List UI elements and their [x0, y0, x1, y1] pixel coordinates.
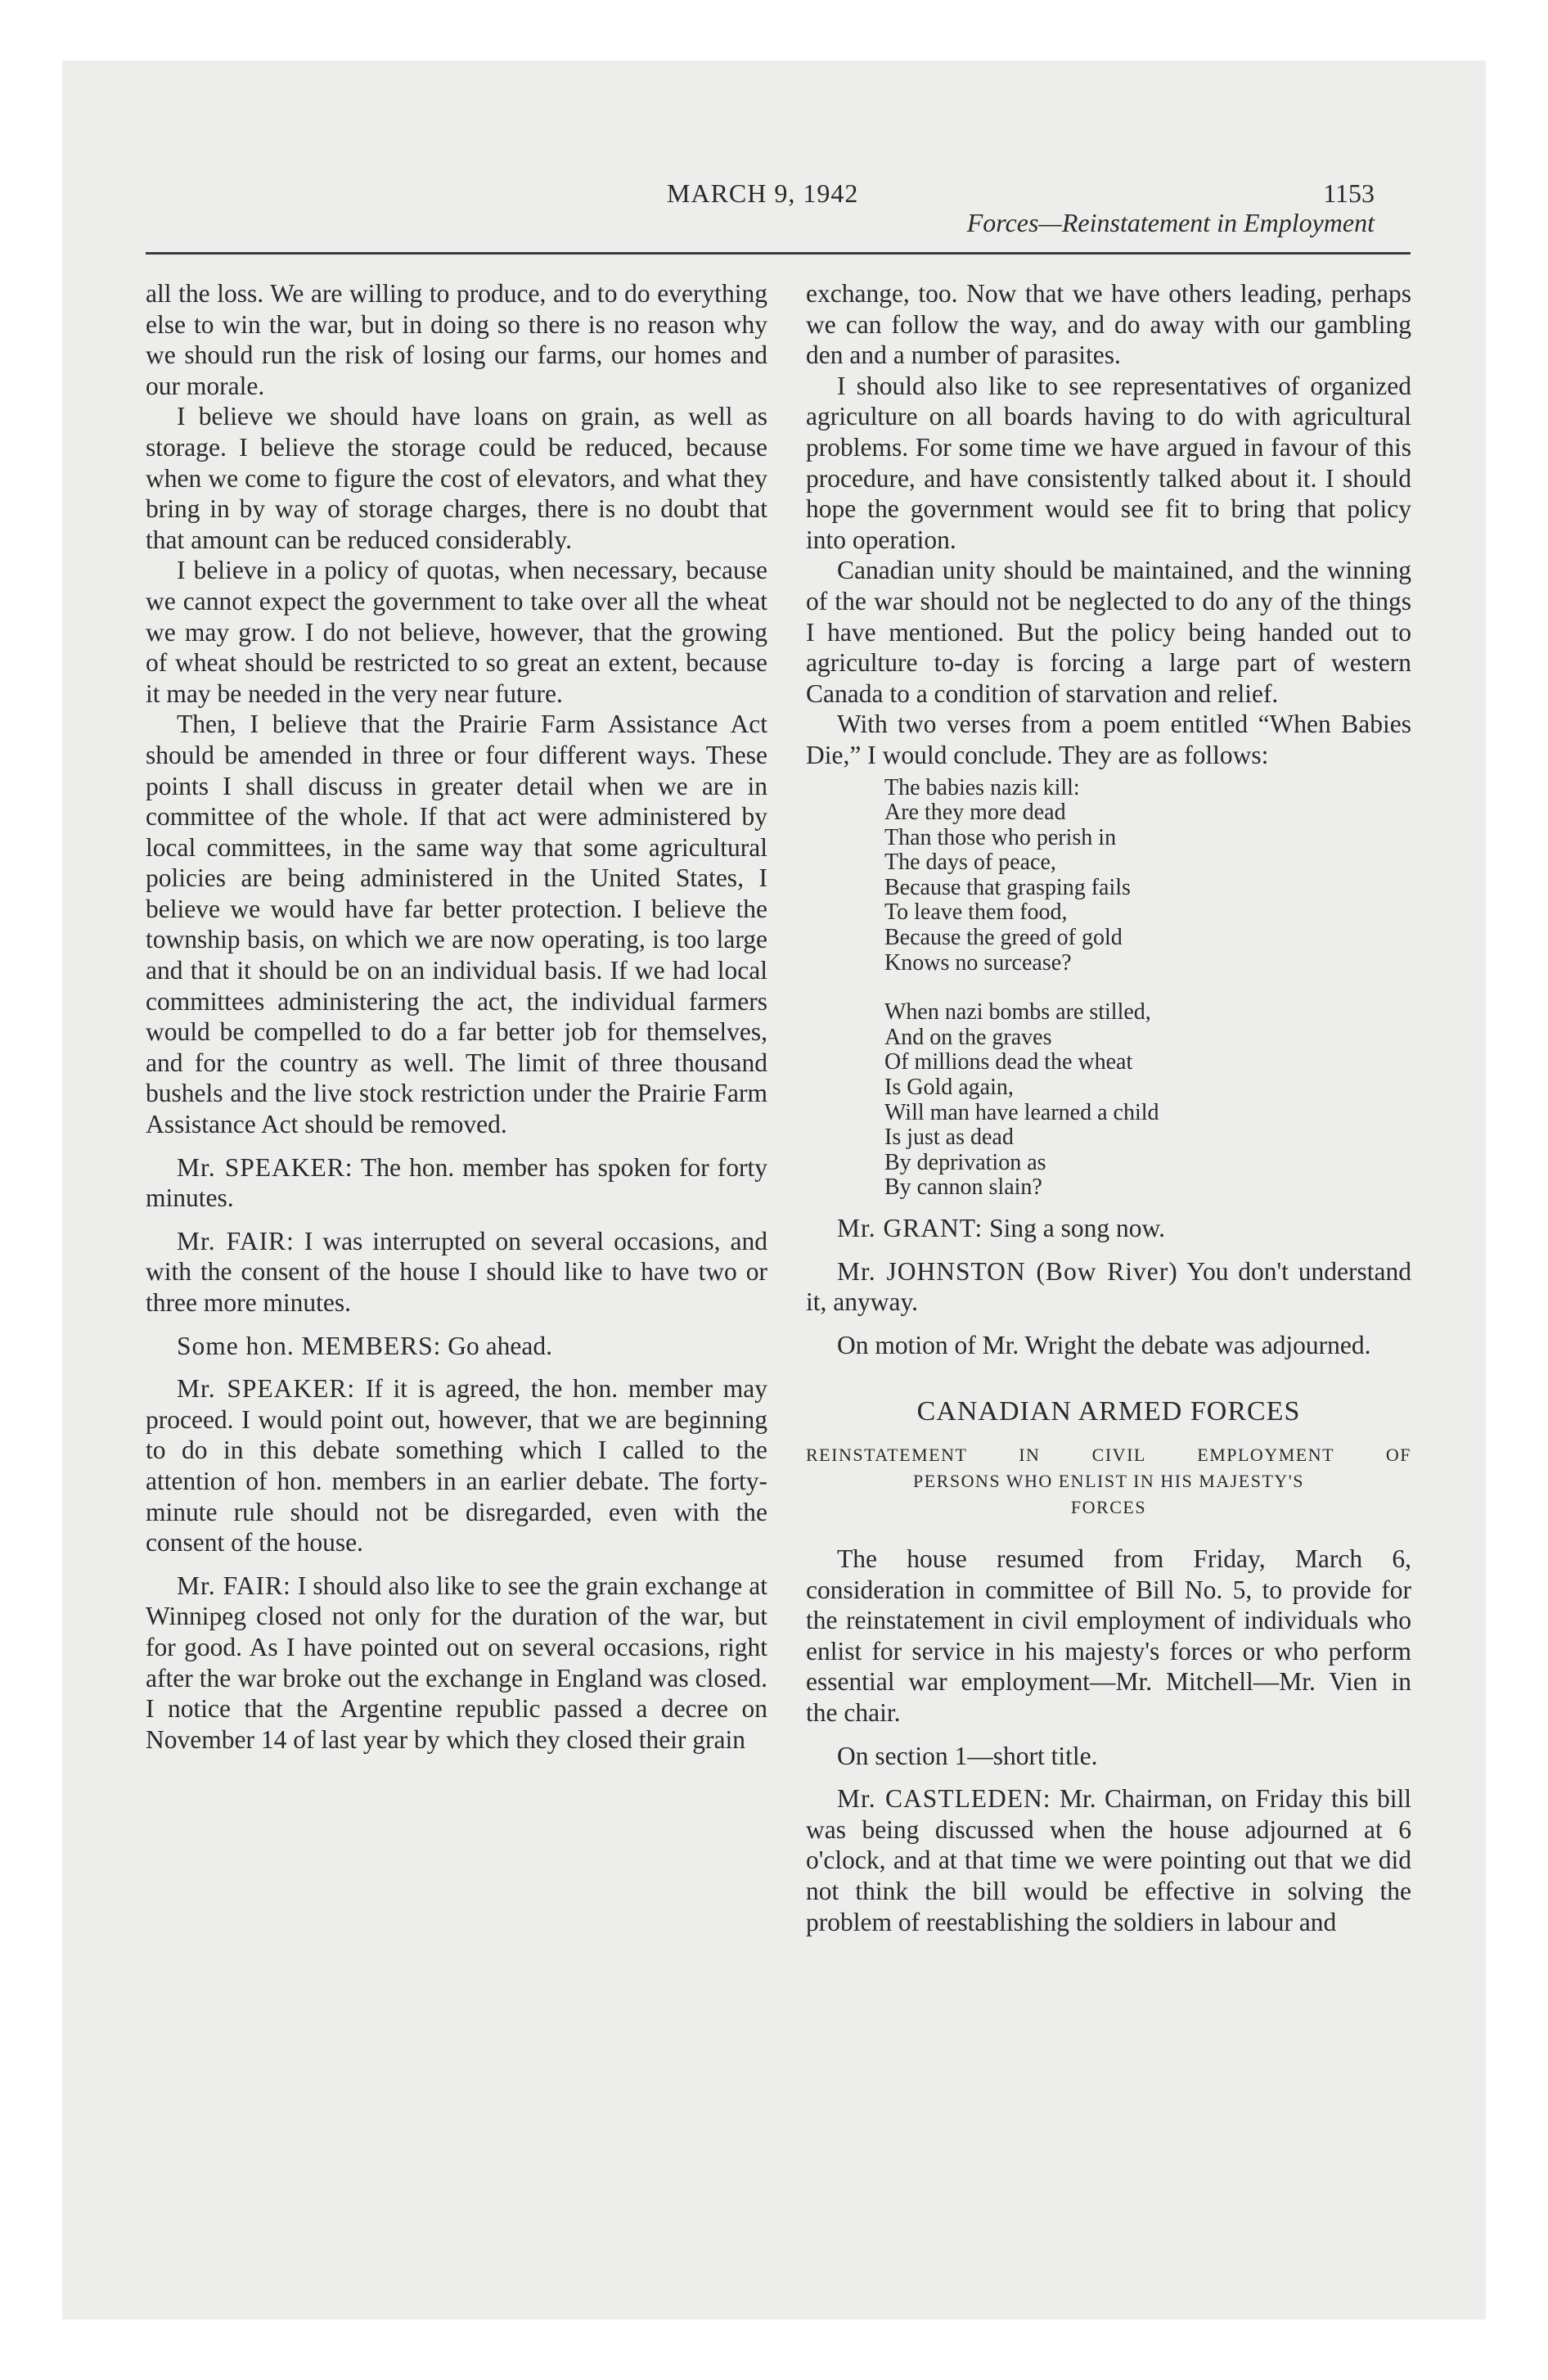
paragraph: On section 1—short title. [837, 1741, 1098, 1770]
poem-line: Than those who perish in [884, 824, 1117, 850]
speech-text: Go ahead. [448, 1331, 552, 1360]
poem [884, 776, 1411, 1201]
poem-line: Is Gold again, [884, 1075, 1014, 1101]
poem-line: And on the graves [884, 1024, 1052, 1050]
poem-line: Will man have learned a child [884, 1099, 1159, 1125]
section-title: CANADIAN ARMED FORCES [916, 1396, 1301, 1427]
paragraph: exchange, too. Now that we have others leading, perhaps we can follow the way, and do away with our gambling den and a number of parasites. [806, 279, 1411, 370]
speaker-name: Mr. CASTLEDEN: [837, 1784, 1051, 1814]
speaker-name: Mr. GRANT: [837, 1214, 983, 1242]
speech-paragraph [146, 1373, 767, 1558]
poem-line: By cannon slain? [884, 1174, 1042, 1201]
speech-text: Mr. Chairman, on Friday this bill was being discussed when the house adjourned at 6 o'clock, and at that time we were pointing out that we did not think the bill would be effective in solving the problem of reestablishing the soldiers in labour and [806, 1784, 1411, 1936]
poem-line: Is just as dead [884, 1125, 1014, 1151]
left-column [146, 278, 767, 1755]
poem-line: The days of peace, [884, 850, 1056, 876]
speaker-name: Some hon. MEMBERS: [177, 1331, 442, 1360]
section-subtitle-line: PERSONS WHO ENLIST IN HIS MAJESTY'S [913, 1470, 1304, 1491]
speech-text: The hon. member has spoken for forty minutes. [146, 1152, 767, 1213]
poem-line: To leave them food, [884, 899, 1068, 926]
speech-paragraph [146, 1152, 767, 1214]
paragraph: On motion of Mr. Wright the debate was adjourned. [837, 1330, 1371, 1359]
header-rule [146, 252, 1411, 255]
poem-line: Because that grasping fails [884, 874, 1131, 900]
speech-paragraph [146, 1226, 767, 1318]
poem-line: When nazi bombs are stilled, [884, 999, 1151, 1025]
section-subtitle [806, 1442, 1411, 1521]
section-subtitle-line: FORCES [1070, 1496, 1147, 1517]
speaker-name: Mr. JOHNSTON (Bow River) [837, 1256, 1178, 1286]
speech-text: If it is agreed, the hon. member may proceed. I would point out, however, that we are beginning to do in this debate something which I called to the attention of hon. members in an earlier debate. The forty-minute rule should not be disregarded, even with the consent of the house. [146, 1374, 767, 1557]
paragraph: all the loss. We are willing to produce, and to do everything else to win the war, but in doing so there is no reason why we should run the risk of losing our farms, our homes and our morale. [146, 279, 767, 400]
poem-line: Knows no surcease? [884, 949, 1072, 976]
speech-paragraph [806, 1213, 1411, 1244]
speaker-name: Mr. SPEAKER: [177, 1152, 353, 1182]
right-column [806, 278, 1411, 1937]
speech-text: You don't understand it, anyway. [806, 1256, 1411, 1317]
paragraph: I believe we should have loans on grain, as well as storage. I believe the storage could be reduced, because when we come to figure the cost of elevators, and what they bring in by way of storage charges, there is no doubt that that amount can be reduced considerably. [146, 402, 767, 554]
speech-text: Sing a song now. [989, 1214, 1166, 1242]
speech-text: I was interrupted on several occasions, and with the consent of the house I should like to have two or three more minutes. [146, 1226, 768, 1317]
running-header: Forces—Reinstatement in Employment [966, 208, 1375, 237]
poem-line: Are they more dead [884, 800, 1066, 826]
speech-paragraph [806, 1256, 1411, 1318]
speech-text: I should also like to see the grain exchange at Winnipeg closed not only for the duration of the war, but for good. As I have pointed out on several occasions, right after the war broke out the exchange in England was closed. I notice that the Argentine republic passed a decree on November 14 of last year by which they closed their grain [146, 1571, 767, 1754]
paragraph: I believe in a policy of quotas, when necessary, because we cannot expect the government to take over all the wheat we may grow. I do not believe, however, that the growing of wheat should be restricted to so great an extent, because it may be needed in the very near future. [146, 556, 767, 708]
page-number: 1153 [1323, 178, 1375, 208]
poem-line: Because the greed of gold [884, 925, 1123, 951]
paragraph: Then, I believe that the Prairie Farm Assistance Act should be amended in three or four different ways. These points I shall discuss in greater detail when we are in committee of the whole. If that act were administered by local committees, in the same way that some agricultural policies are being administered in the United States, I believe we would have far better protection. I believe the township basis, on which we are now operating, is too large and that it should be on an individual basis. If we had local committees administering the act, the individual farmers would be compelled to do a far better job for themselves, and for the country as well. The limit of three thousand bushels and the live stock restriction under the Prairie Farm Assistance Act should be removed. [146, 710, 767, 1139]
paragraph: I should also like to see representatives of organized agriculture on all boards having to do with agricultural problems. For some time we have argued in favour of this procedure, and have consistently talked about it. I should hope the government would see fit to bring that policy into operation. [806, 371, 1411, 554]
speaker-name: Mr. SPEAKER: [177, 1374, 356, 1404]
speaker-name: Mr. FAIR: [177, 1571, 291, 1600]
speech-paragraph [806, 1783, 1411, 1937]
paragraph: Canadian unity should be maintained, and the winning of the war should not be neglected to do any of the things I have mentioned. But the policy being handed out to agriculture to-day is forcing a large part of western Canada to a condition of starvation and relief. [806, 556, 1411, 708]
header-date: MARCH 9, 1942 [667, 178, 859, 208]
poem-line: By deprivation as [884, 1149, 1046, 1175]
section-subtitle-line: REINSTATEMENT IN CIVIL EMPLOYMENT OF [806, 1444, 1411, 1465]
poem-line: Of millions dead the wheat [884, 1049, 1133, 1075]
speech-paragraph [146, 1331, 767, 1362]
stanza-break [884, 976, 1411, 1000]
paragraph: The house resumed from Friday, March 6, consideration in committee of Bill No. 5, to provide for the reinstatement in civil employment of individuals who enlist for service in his majesty's forces or who perform essential war employment—Mr. Mitchell—Mr. Vien in the chair. [806, 1544, 1411, 1727]
paragraph: With two verses from a poem entitled “When Babies Die,” I would conclude. They are as follows: [806, 710, 1411, 769]
speech-paragraph [146, 1571, 767, 1756]
speaker-name: Mr. FAIR: [177, 1226, 295, 1255]
poem-line: The babies nazis kill: [884, 774, 1080, 800]
